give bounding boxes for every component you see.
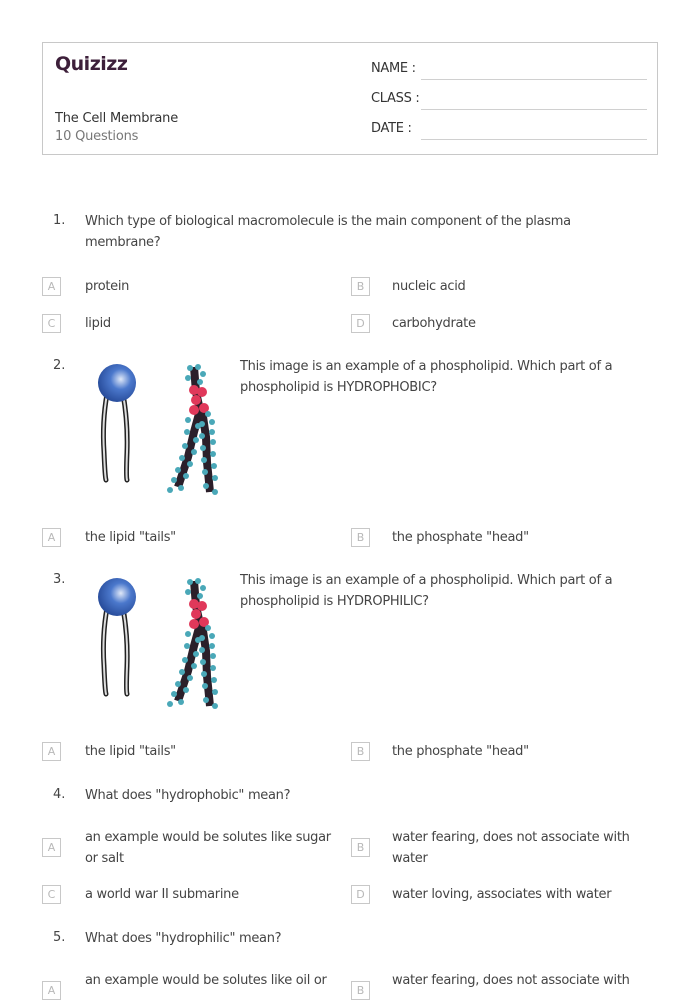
option-b-box[interactable]: B [351,838,370,857]
worksheet-header [42,42,658,155]
option-b-box[interactable]: B [351,742,370,761]
option-d-box[interactable]: D [351,885,370,904]
name-field-line[interactable] [421,79,647,80]
question-number: 3. [53,572,66,587]
option-a-text: protein [85,279,130,294]
name-label: NAME : [371,61,416,76]
quizizz-logo: Quizizz [55,53,128,75]
question-number: 2. [53,358,66,373]
question-text: This image is an example of a phospholipid. Which part of a phospholipid is HYDROPHILIC? [240,573,613,609]
phospholipid-cartoon-icon [98,578,136,694]
option-a-box[interactable]: A [42,981,61,1000]
option-a-text: an example would be solutes like oil or [85,973,327,988]
question-count: 10 Questions [55,129,139,144]
option-b-box[interactable]: B [351,277,370,296]
worksheet-title: The Cell Membrane [55,111,179,126]
option-c-text: lipid [85,316,111,331]
option-a-box[interactable]: A [42,528,61,547]
option-a-text: an example would be solutes like sugar or salt [85,830,331,866]
option-c-text: a world war II submarine [85,887,239,902]
option-c-box[interactable]: C [42,885,61,904]
option-a-box[interactable]: A [42,838,61,857]
question-text: What does "hydrophilic" mean? [85,931,282,946]
question-number: 1. [53,213,66,228]
question-text: Which type of biological macromolecule is the main component of the plasma membrane? [85,214,571,250]
question-text: This image is an example of a phospholipid. Which part of a phospholipid is HYDROPHOBIC? [240,359,613,395]
option-b-box[interactable]: B [351,528,370,547]
option-b-text: water fearing, does not associate with water [392,830,630,866]
option-a-box[interactable]: A [42,742,61,761]
option-b-text: the phosphate "head" [392,744,529,759]
option-b-text: nucleic acid [392,279,466,294]
option-a-text: the lipid "tails" [85,744,176,759]
space-filling-model-icon [167,578,218,709]
class-label: CLASS : [371,91,420,106]
option-b-box[interactable]: B [351,981,370,1000]
date-label: DATE : [371,121,412,136]
option-d-text: water loving, associates with water [392,887,612,902]
question-number: 5. [53,930,66,945]
phospholipid-diagram-image [90,362,225,502]
option-a-text: the lipid "tails" [85,530,176,545]
phospholipid-diagram-image [90,576,225,716]
class-field-line[interactable] [421,109,647,110]
phospholipid-cartoon-icon [98,364,136,480]
question-text: What does "hydrophobic" mean? [85,788,291,803]
option-d-text: carbohydrate [392,316,476,331]
question-number: 4. [53,787,66,802]
date-field-line[interactable] [421,139,647,140]
option-d-box[interactable]: D [351,314,370,333]
option-c-box[interactable]: C [42,314,61,333]
option-a-box[interactable]: A [42,277,61,296]
option-b-text: the phosphate "head" [392,530,529,545]
space-filling-model-icon [167,364,218,495]
option-b-text: water fearing, does not associate with [392,973,630,988]
